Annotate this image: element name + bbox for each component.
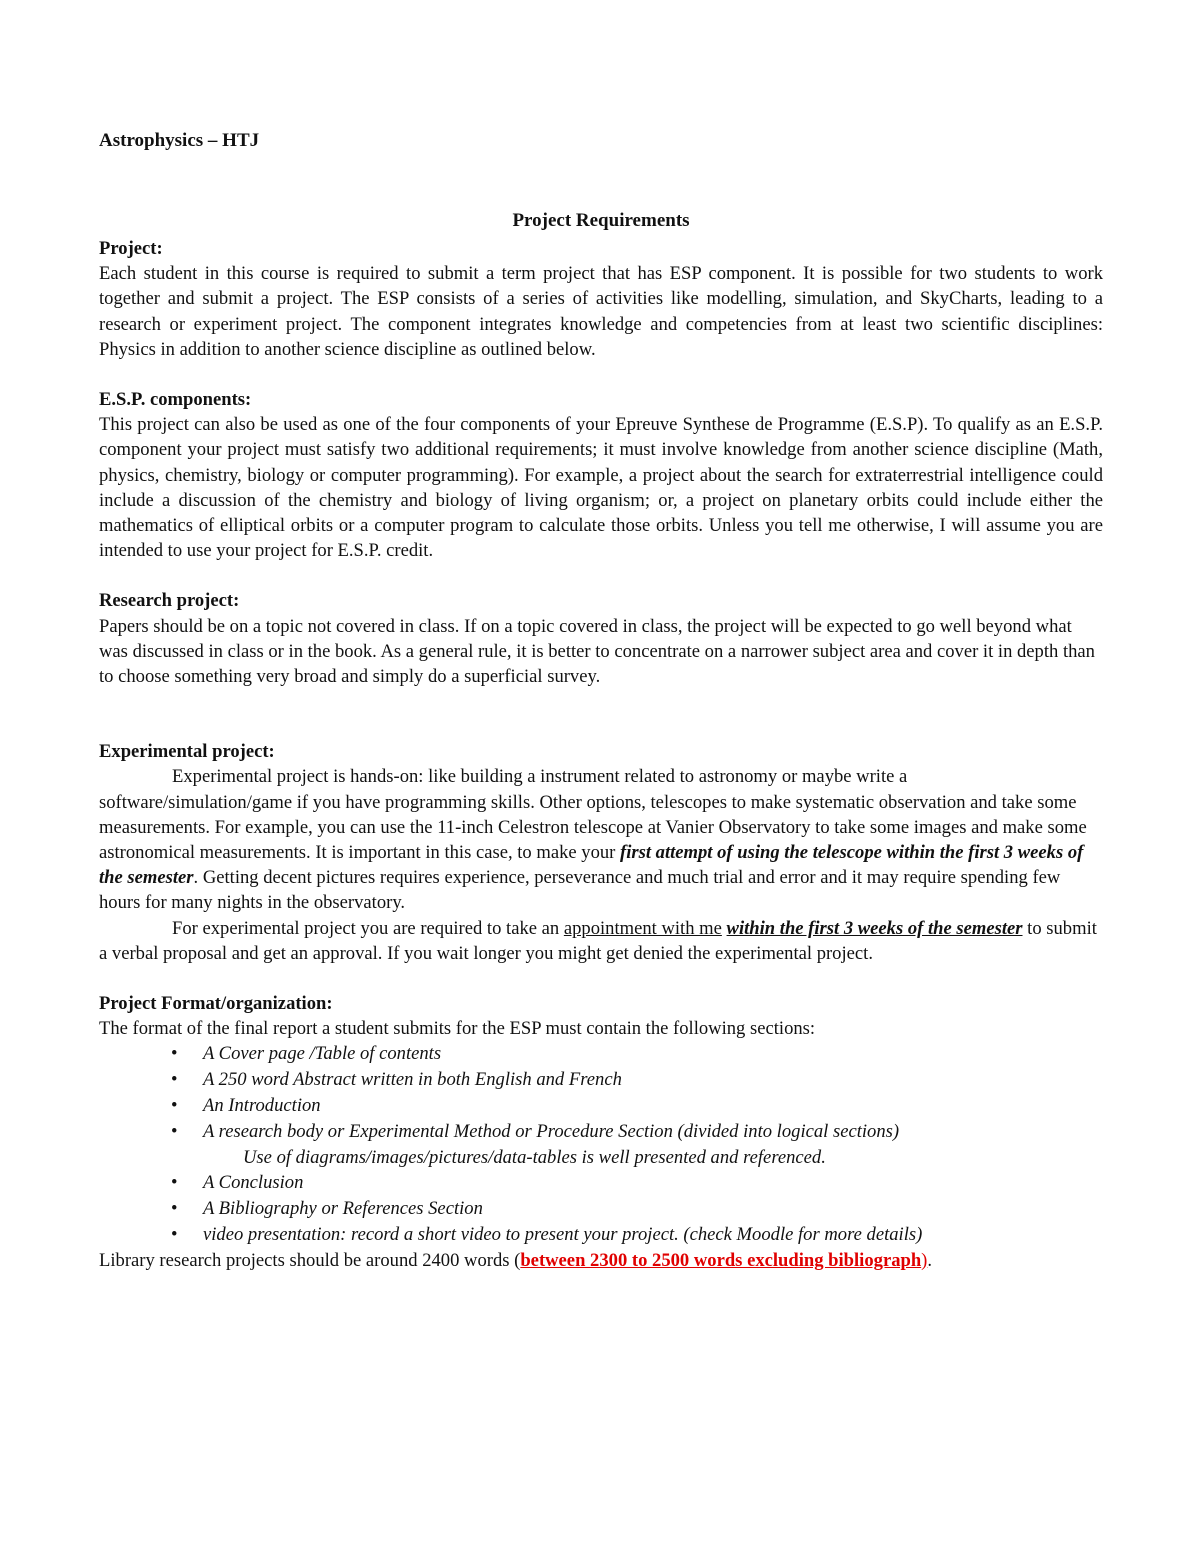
format-requirements-list xyxy=(99,1041,1103,1247)
experimental-p2-emphasis: within the first 3 weeks of the semester xyxy=(726,917,1023,939)
format-heading: Project Format/organization: xyxy=(99,993,333,1015)
experimental-p2-text-a: For experimental project you are required to take an xyxy=(172,917,564,939)
bullet-icon: • xyxy=(171,1120,178,1142)
experimental-paragraph-2 xyxy=(99,916,1103,966)
research-heading: Research project: xyxy=(99,590,240,612)
word-count-range: between 2300 to 2500 words excluding bibliograph xyxy=(520,1249,922,1271)
list-item: • An Introduction xyxy=(99,1093,1103,1119)
list-item: • video presentation: record a short video to present your project. (check Moodle for more details) xyxy=(99,1222,1103,1248)
list-item: • A Bibliography or References Section xyxy=(99,1196,1103,1222)
experimental-p1-text-a: Experimental project is hands-on: like building a instrument related to astronomy or maybe write a software/simulation/game if you have programming skills. Other options, telescopes to make systematic observation and take some measurements. For example, you can use the 11-inch Celestron telescope at Vanier Observatory to take some images and make some astronomical measurements. It is important in this case, to make your xyxy=(99,766,1087,864)
experimental-p1-text-b: . Getting decent pictures requires experience, perseverance and much trial and error and it may require spending few hours for many nights in the observatory. xyxy=(99,867,1061,914)
word-count-note: Library research projects should be around 2400 words (between 2300 to 2500 words excluding bibliograph). xyxy=(99,1249,933,1271)
esp-body: This project can also be used as one of the four components of your Epreuve Synthese de Programme (E.S.P). To qualify as an E.S.P. component your project must satisfy two additional requirements; it must involve knowledge from another science discipline (Math, physics, chemistry, biology or computer programming). For example, a project about the search for extraterrestrial intelligence could include a discussion of the chemistry and biology of living organism; or, a project on planetary orbits could include either the mathematics of elliptical orbits or a computer program to calculate those orbits. Unless you tell me otherwise, I will assume you are intended to use your project for E.S.P. credit. xyxy=(99,414,1103,562)
document-page xyxy=(99,128,1103,1273)
research-body: Papers should be on a topic not covered in class. If on a topic covered in class, the project will be expected to go well beyond what was discussed in class or in the book. As a general rule, it is better to concentrate on a narrower subject area and cover it in depth than to choose something very broad and simply do a superficial survey. xyxy=(99,615,1095,688)
project-heading: Project: xyxy=(99,238,163,259)
format-intro: The format of the final report a student submits for the ESP must contain the following sections: xyxy=(99,1018,816,1040)
bullet-icon: • xyxy=(171,1069,178,1091)
experimental-p2-appointment: appointment with me xyxy=(563,917,722,939)
list-item: • A research body or Experimental Method or Procedure Section (divided into logical sections) xyxy=(99,1119,1103,1145)
project-body: Each student in this course is required to submit a term project that has ESP component. It is possible for two students to work together and submit a project. The ESP consists of a series of activities like modelling, simulation, and SkyCharts, leading to a research or experiment project. The component integrates knowledge and competencies from at least two scientific disciplines: Physics in addition to another science discipline as outlined below. xyxy=(99,263,1103,360)
list-sub-item: Use of diagrams/images/pictures/data-tables is well presented and referenced. xyxy=(243,1146,826,1168)
list-item: • A 250 word Abstract written in both English and French xyxy=(99,1067,1103,1093)
bullet-icon: • xyxy=(171,1224,178,1246)
list-item: • A Conclusion xyxy=(99,1170,1103,1196)
experimental-p1-emphasis: first attempt of using the telescope within the first 3 weeks of the semester xyxy=(99,842,1084,889)
experimental-heading: Experimental project: xyxy=(99,741,275,763)
experimental-p2-text-b: to submit a verbal proposal and get an approval. If you wait longer you might get denied the experimental project. xyxy=(99,917,1097,964)
bullet-icon: • xyxy=(171,1095,178,1117)
bullet-icon: • xyxy=(171,1172,178,1194)
list-item: • A Cover page /Table of contents xyxy=(99,1041,1103,1067)
course-header: Astrophysics – HTJ xyxy=(99,130,260,151)
bullet-icon: • xyxy=(171,1198,178,1220)
page-title: Project Requirements xyxy=(512,210,690,231)
esp-heading: E.S.P. components: xyxy=(99,389,252,411)
bullet-icon: • xyxy=(171,1043,178,1065)
experimental-paragraph-1 xyxy=(99,764,1103,915)
